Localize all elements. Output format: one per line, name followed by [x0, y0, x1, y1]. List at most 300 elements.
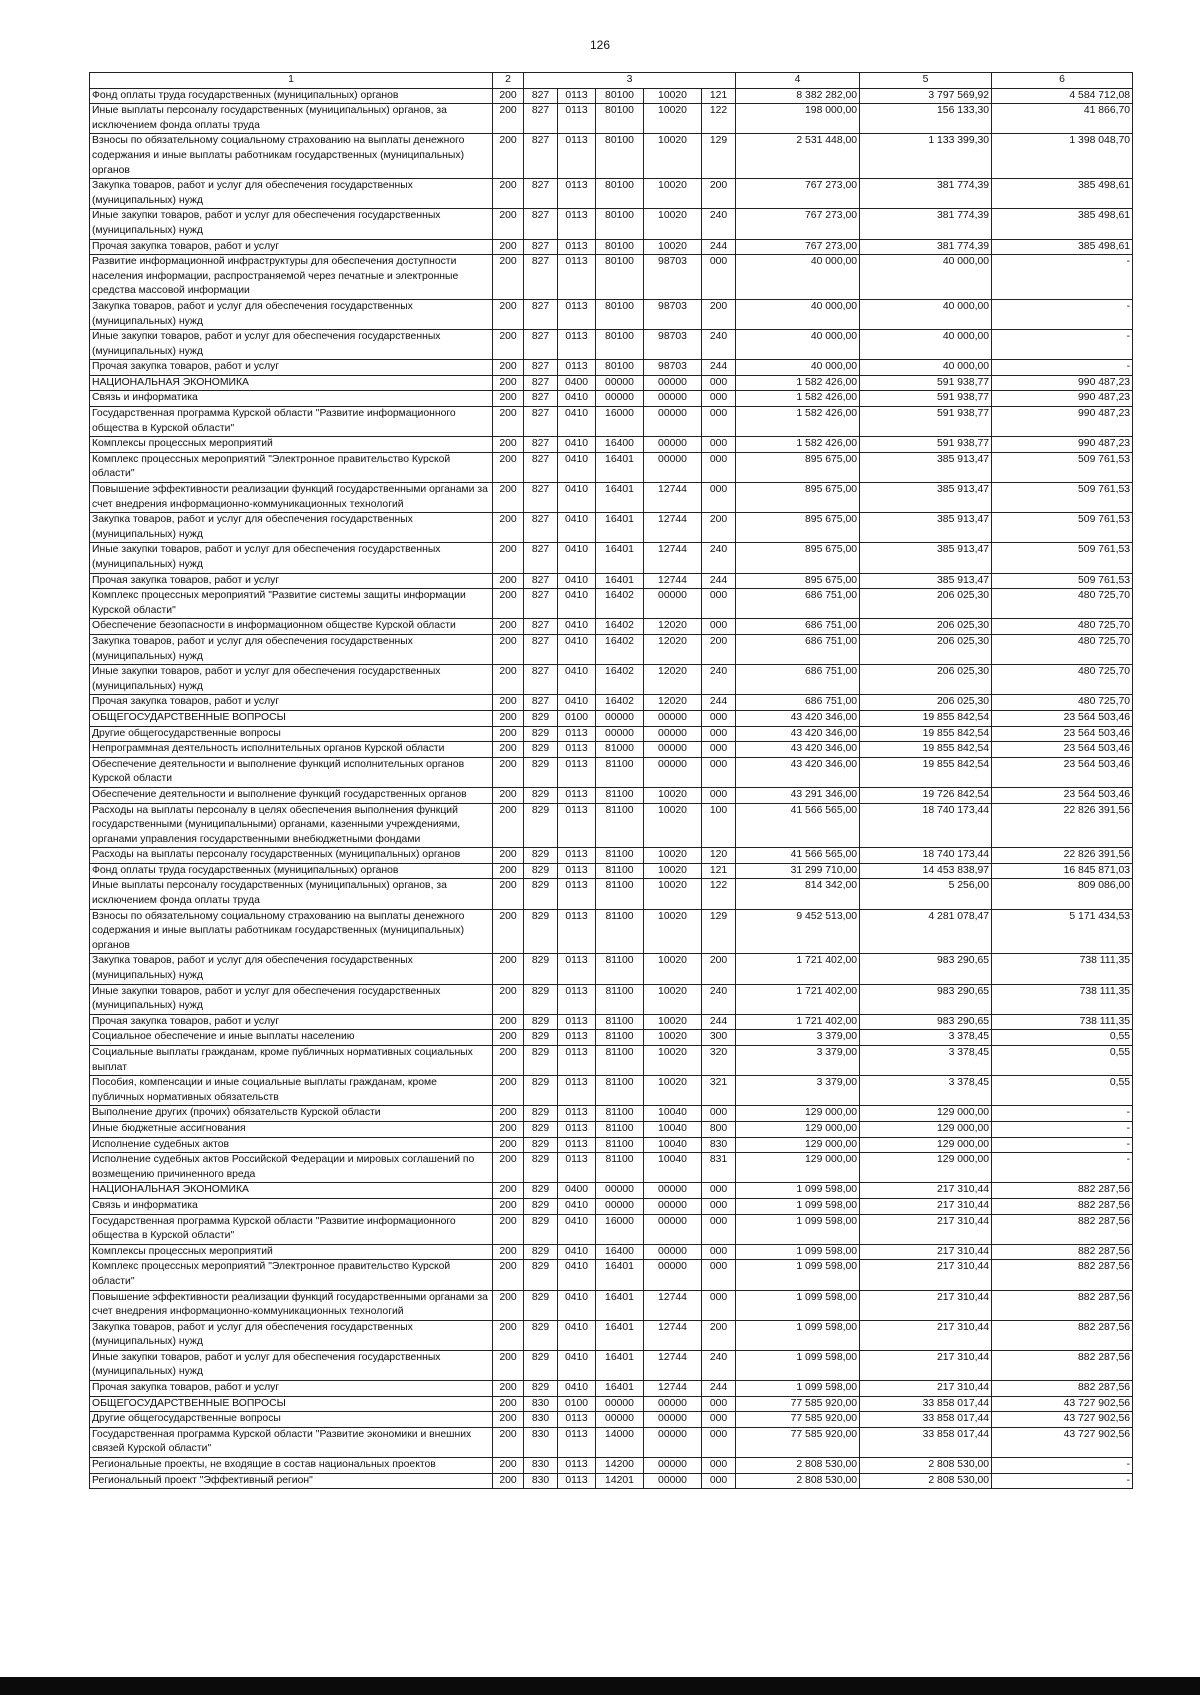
executed-amount-cell: 129 000,00 [860, 1137, 992, 1153]
expense-type-code-cell: 000 [702, 619, 736, 635]
approved-amount-cell: 2 808 530,00 [736, 1473, 860, 1489]
expense-type-code-cell: 121 [702, 88, 736, 104]
executed-amount-cell: 19 726 842,54 [860, 787, 992, 803]
expense-type-code-cell: 244 [702, 573, 736, 589]
program-code-cell: 81100 [596, 803, 644, 848]
gl-code-cell: 200 [493, 1427, 524, 1457]
row-name-cell: Социальные выплаты гражданам, кроме публичных нормативных социальных выплат [90, 1046, 493, 1076]
direction-code-cell: 00000 [644, 1396, 702, 1412]
direction-code-cell: 12744 [644, 1320, 702, 1350]
program-code-cell: 16401 [596, 513, 644, 543]
ministry-code-cell: 829 [524, 1153, 558, 1183]
gl-code-cell: 200 [493, 710, 524, 726]
table-row [90, 695, 1133, 711]
approved-amount-cell: 895 675,00 [736, 573, 860, 589]
direction-code-cell: 12744 [644, 483, 702, 513]
program-code-cell: 00000 [596, 1183, 644, 1199]
remaining-amount-cell: 882 287,56 [992, 1320, 1133, 1350]
remaining-amount-cell: 480 725,70 [992, 619, 1133, 635]
table-row [90, 104, 1133, 134]
section-code-cell: 0410 [558, 634, 596, 664]
ministry-code-cell: 827 [524, 88, 558, 104]
executed-amount-cell: 129 000,00 [860, 1121, 992, 1137]
direction-code-cell: 00000 [644, 757, 702, 787]
executed-amount-cell: 217 310,44 [860, 1214, 992, 1244]
header-cell-approved: 4 [736, 73, 860, 89]
direction-code-cell: 10020 [644, 1030, 702, 1046]
remaining-amount-cell: 882 287,56 [992, 1198, 1133, 1214]
gl-code-cell: 200 [493, 179, 524, 209]
remaining-amount-cell: 990 487,23 [992, 375, 1133, 391]
gl-code-cell: 200 [493, 803, 524, 848]
approved-amount-cell: 895 675,00 [736, 452, 860, 482]
ministry-code-cell: 829 [524, 1106, 558, 1122]
executed-amount-cell: 19 855 842,54 [860, 742, 992, 758]
row-name-cell: Прочая закупка товаров, работ и услуг [90, 360, 493, 376]
section-code-cell: 0113 [558, 879, 596, 909]
section-code-cell: 0113 [558, 1458, 596, 1474]
program-code-cell: 16400 [596, 437, 644, 453]
gl-code-cell: 200 [493, 619, 524, 635]
program-code-cell: 80100 [596, 88, 644, 104]
ministry-code-cell: 830 [524, 1396, 558, 1412]
section-code-cell: 0113 [558, 848, 596, 864]
remaining-amount-cell: 882 287,56 [992, 1350, 1133, 1380]
table-row [90, 1244, 1133, 1260]
remaining-amount-cell: - [992, 360, 1133, 376]
table-row [90, 954, 1133, 984]
gl-code-cell: 200 [493, 209, 524, 239]
approved-amount-cell: 8 382 282,00 [736, 88, 860, 104]
ministry-code-cell: 827 [524, 407, 558, 437]
row-name-cell: Взносы по обязательному социальному страхованию на выплаты денежного содержания и иные выплаты работникам государственных (муниципальных) органов [90, 909, 493, 954]
row-name-cell: ОБЩЕГОСУДАРСТВЕННЫЕ ВОПРОСЫ [90, 710, 493, 726]
approved-amount-cell: 767 273,00 [736, 209, 860, 239]
section-code-cell: 0113 [558, 757, 596, 787]
row-name-cell: Государственная программа Курской области "Развитие информационного общества в Курской области" [90, 407, 493, 437]
executed-amount-cell: 217 310,44 [860, 1290, 992, 1320]
gl-code-cell: 200 [493, 88, 524, 104]
table-row [90, 330, 1133, 360]
ministry-code-cell: 830 [524, 1473, 558, 1489]
ministry-code-cell: 829 [524, 1260, 558, 1290]
row-name-cell: Закупка товаров, работ и услуг для обеспечения государственных (муниципальных) нужд [90, 513, 493, 543]
executed-amount-cell: 591 938,77 [860, 391, 992, 407]
row-name-cell: Закупка товаров, работ и услуг для обеспечения государственных (муниципальных) нужд [90, 634, 493, 664]
row-name-cell: Другие общегосударственные вопросы [90, 1412, 493, 1428]
remaining-amount-cell: 41 866,70 [992, 104, 1133, 134]
program-code-cell: 00000 [596, 375, 644, 391]
program-code-cell: 81100 [596, 1076, 644, 1106]
executed-amount-cell: 591 938,77 [860, 375, 992, 391]
row-name-cell: Повышение эффективности реализации функций государственными органами за счет внедрения информационно-коммуникационных технологий [90, 483, 493, 513]
table-row [90, 1121, 1133, 1137]
section-code-cell: 0410 [558, 1198, 596, 1214]
remaining-amount-cell: 738 111,35 [992, 954, 1133, 984]
remaining-amount-cell: 480 725,70 [992, 665, 1133, 695]
expense-type-code-cell: 240 [702, 1350, 736, 1380]
remaining-amount-cell: 882 287,56 [992, 1214, 1133, 1244]
ministry-code-cell: 827 [524, 255, 558, 300]
scan-bottom-edge [0, 1677, 1200, 1695]
ministry-code-cell: 827 [524, 209, 558, 239]
direction-code-cell: 00000 [644, 391, 702, 407]
table-row [90, 1014, 1133, 1030]
ministry-code-cell: 827 [524, 543, 558, 573]
section-code-cell: 0113 [558, 1106, 596, 1122]
program-code-cell: 81100 [596, 787, 644, 803]
header-cell-name: 1 [90, 73, 493, 89]
ministry-code-cell: 829 [524, 909, 558, 954]
direction-code-cell: 00000 [644, 589, 702, 619]
direction-code-cell: 10020 [644, 984, 702, 1014]
ministry-code-cell: 829 [524, 863, 558, 879]
program-code-cell: 16402 [596, 665, 644, 695]
expense-type-code-cell: 240 [702, 330, 736, 360]
gl-code-cell: 200 [493, 543, 524, 573]
expense-type-code-cell: 122 [702, 104, 736, 134]
approved-amount-cell: 9 452 513,00 [736, 909, 860, 954]
gl-code-cell: 200 [493, 1350, 524, 1380]
expense-type-code-cell: 240 [702, 984, 736, 1014]
program-code-cell: 16401 [596, 573, 644, 589]
gl-code-cell: 200 [493, 104, 524, 134]
direction-code-cell: 10020 [644, 954, 702, 984]
section-code-cell: 0410 [558, 589, 596, 619]
executed-amount-cell: 983 290,65 [860, 954, 992, 984]
expense-type-code-cell: 244 [702, 695, 736, 711]
section-code-cell: 0410 [558, 437, 596, 453]
gl-code-cell: 200 [493, 391, 524, 407]
ministry-code-cell: 829 [524, 1350, 558, 1380]
direction-code-cell: 00000 [644, 1427, 702, 1457]
direction-code-cell: 98703 [644, 360, 702, 376]
executed-amount-cell: 206 025,30 [860, 589, 992, 619]
executed-amount-cell: 385 913,47 [860, 513, 992, 543]
approved-amount-cell: 895 675,00 [736, 513, 860, 543]
table-row [90, 1137, 1133, 1153]
program-code-cell: 80100 [596, 330, 644, 360]
program-code-cell: 00000 [596, 1198, 644, 1214]
gl-code-cell: 200 [493, 863, 524, 879]
remaining-amount-cell: 385 498,61 [992, 209, 1133, 239]
gl-code-cell: 200 [493, 1473, 524, 1489]
gl-code-cell: 200 [493, 330, 524, 360]
section-code-cell: 0410 [558, 1350, 596, 1380]
table-row [90, 984, 1133, 1014]
row-name-cell: Региональный проект "Эффективный регион" [90, 1473, 493, 1489]
program-code-cell: 16401 [596, 1290, 644, 1320]
table-row [90, 483, 1133, 513]
approved-amount-cell: 1 099 598,00 [736, 1260, 860, 1290]
approved-amount-cell: 1 099 598,00 [736, 1183, 860, 1199]
executed-amount-cell: 19 855 842,54 [860, 710, 992, 726]
row-name-cell: НАЦИОНАЛЬНАЯ ЭКОНОМИКА [90, 1183, 493, 1199]
approved-amount-cell: 129 000,00 [736, 1153, 860, 1183]
program-code-cell: 16401 [596, 1320, 644, 1350]
executed-amount-cell: 381 774,39 [860, 239, 992, 255]
program-code-cell: 16402 [596, 634, 644, 664]
approved-amount-cell: 41 566 565,00 [736, 848, 860, 864]
direction-code-cell: 10020 [644, 1076, 702, 1106]
approved-amount-cell: 77 585 920,00 [736, 1427, 860, 1457]
program-code-cell: 16401 [596, 1350, 644, 1380]
approved-amount-cell: 686 751,00 [736, 589, 860, 619]
row-name-cell: Комплекс процессных мероприятий "Развитие системы защиты информации Курской области" [90, 589, 493, 619]
row-name-cell: Расходы на выплаты персоналу в целях обеспечения выполнения функций государственными (муниципальными) органами, казенными учреждениями, органами управления государственными внебюджетными фондами [90, 803, 493, 848]
direction-code-cell: 10020 [644, 848, 702, 864]
table-row [90, 1153, 1133, 1183]
expense-type-code-cell: 000 [702, 407, 736, 437]
section-code-cell: 0410 [558, 1381, 596, 1397]
row-name-cell: Иные выплаты персоналу государственных (муниципальных) органов, за исключением фонда оплаты труда [90, 879, 493, 909]
table-row [90, 239, 1133, 255]
row-name-cell: Связь и информатика [90, 1198, 493, 1214]
section-code-cell: 0113 [558, 330, 596, 360]
direction-code-cell: 98703 [644, 299, 702, 329]
remaining-amount-cell: 4 584 712,08 [992, 88, 1133, 104]
expense-type-code-cell: 200 [702, 634, 736, 664]
gl-code-cell: 200 [493, 1137, 524, 1153]
executed-amount-cell: 33 858 017,44 [860, 1427, 992, 1457]
row-name-cell: Повышение эффективности реализации функций государственными органами за счет внедрения информационно-коммуникационных технологий [90, 1290, 493, 1320]
expense-type-code-cell: 000 [702, 1260, 736, 1290]
ministry-code-cell: 827 [524, 104, 558, 134]
table-row [90, 1183, 1133, 1199]
ministry-code-cell: 827 [524, 239, 558, 255]
expense-type-code-cell: 121 [702, 863, 736, 879]
remaining-amount-cell: - [992, 1458, 1133, 1474]
section-code-cell: 0113 [558, 909, 596, 954]
remaining-amount-cell: 385 498,61 [992, 239, 1133, 255]
expense-type-code-cell: 240 [702, 665, 736, 695]
row-name-cell: Обеспечение деятельности и выполнение функций государственных органов [90, 787, 493, 803]
program-code-cell: 81100 [596, 1121, 644, 1137]
table-row [90, 634, 1133, 664]
program-code-cell: 81100 [596, 1046, 644, 1076]
program-code-cell: 00000 [596, 710, 644, 726]
ministry-code-cell: 829 [524, 1198, 558, 1214]
section-code-cell: 0113 [558, 88, 596, 104]
section-code-cell: 0113 [558, 1076, 596, 1106]
row-name-cell: Прочая закупка товаров, работ и услуг [90, 1381, 493, 1397]
executed-amount-cell: 18 740 173,44 [860, 803, 992, 848]
direction-code-cell: 98703 [644, 255, 702, 300]
approved-amount-cell: 129 000,00 [736, 1137, 860, 1153]
table-row [90, 407, 1133, 437]
row-name-cell: Фонд оплаты труда государственных (муниципальных) органов [90, 88, 493, 104]
section-code-cell: 0113 [558, 134, 596, 179]
row-name-cell: Развитие информационной инфраструктуры для обеспечения доступности населения информации, распространяемой через печатные и электронные средства массовой информации [90, 255, 493, 300]
ministry-code-cell: 827 [524, 513, 558, 543]
program-code-cell: 81100 [596, 879, 644, 909]
expense-type-code-cell: 831 [702, 1153, 736, 1183]
gl-code-cell: 200 [493, 757, 524, 787]
approved-amount-cell: 1 099 598,00 [736, 1290, 860, 1320]
approved-amount-cell: 686 751,00 [736, 619, 860, 635]
direction-code-cell: 00000 [644, 1473, 702, 1489]
direction-code-cell: 10040 [644, 1106, 702, 1122]
remaining-amount-cell: 43 727 902,56 [992, 1427, 1133, 1457]
ministry-code-cell: 827 [524, 391, 558, 407]
approved-amount-cell: 1 099 598,00 [736, 1350, 860, 1380]
program-code-cell: 81000 [596, 742, 644, 758]
table-row [90, 513, 1133, 543]
approved-amount-cell: 77 585 920,00 [736, 1412, 860, 1428]
table-row [90, 179, 1133, 209]
table-row [90, 1350, 1133, 1380]
direction-code-cell: 00000 [644, 1458, 702, 1474]
direction-code-cell: 00000 [644, 710, 702, 726]
section-code-cell: 0113 [558, 1427, 596, 1457]
remaining-amount-cell: 23 564 503,46 [992, 710, 1133, 726]
section-code-cell: 0113 [558, 954, 596, 984]
approved-amount-cell: 1 099 598,00 [736, 1198, 860, 1214]
remaining-amount-cell: 990 487,23 [992, 391, 1133, 407]
ministry-code-cell: 829 [524, 984, 558, 1014]
ministry-code-cell: 829 [524, 1214, 558, 1244]
gl-code-cell: 200 [493, 954, 524, 984]
expense-type-code-cell: 830 [702, 1137, 736, 1153]
table-row [90, 375, 1133, 391]
direction-code-cell: 00000 [644, 407, 702, 437]
remaining-amount-cell: - [992, 330, 1133, 360]
remaining-amount-cell: 509 761,53 [992, 483, 1133, 513]
approved-amount-cell: 3 379,00 [736, 1030, 860, 1046]
executed-amount-cell: 217 310,44 [860, 1244, 992, 1260]
direction-code-cell: 10020 [644, 88, 702, 104]
row-name-cell: Закупка товаров, работ и услуг для обеспечения государственных (муниципальных) нужд [90, 179, 493, 209]
program-code-cell: 80100 [596, 134, 644, 179]
direction-code-cell: 12744 [644, 1381, 702, 1397]
program-code-cell: 80100 [596, 179, 644, 209]
row-name-cell: Расходы на выплаты персоналу государственных (муниципальных) органов [90, 848, 493, 864]
executed-amount-cell: 19 855 842,54 [860, 757, 992, 787]
program-code-cell: 16000 [596, 407, 644, 437]
table-row [90, 543, 1133, 573]
expense-type-code-cell: 000 [702, 483, 736, 513]
section-code-cell: 0400 [558, 1183, 596, 1199]
program-code-cell: 81100 [596, 984, 644, 1014]
table-row [90, 848, 1133, 864]
table-row [90, 299, 1133, 329]
remaining-amount-cell: 0,55 [992, 1046, 1133, 1076]
ministry-code-cell: 827 [524, 619, 558, 635]
table-body [90, 88, 1133, 1489]
gl-code-cell: 200 [493, 1214, 524, 1244]
expense-type-code-cell: 000 [702, 375, 736, 391]
row-name-cell: Пособия, компенсации и иные социальные выплаты гражданам, кроме публичных нормативных обязательств [90, 1076, 493, 1106]
remaining-amount-cell: 480 725,70 [992, 589, 1133, 619]
header-cell-classification-code: 3 [524, 73, 736, 89]
row-name-cell: Иные закупки товаров, работ и услуг для обеспечения государственных (муниципальных) нужд [90, 1350, 493, 1380]
remaining-amount-cell: 22 826 391,56 [992, 803, 1133, 848]
section-code-cell: 0113 [558, 209, 596, 239]
direction-code-cell: 10020 [644, 1046, 702, 1076]
section-code-cell: 0113 [558, 1153, 596, 1183]
executed-amount-cell: 19 855 842,54 [860, 726, 992, 742]
row-name-cell: Комплекс процессных мероприятий "Электронное правительство Курской области" [90, 452, 493, 482]
executed-amount-cell: 591 938,77 [860, 437, 992, 453]
expense-type-code-cell: 000 [702, 1458, 736, 1474]
ministry-code-cell: 829 [524, 1121, 558, 1137]
ministry-code-cell: 829 [524, 803, 558, 848]
executed-amount-cell: 217 310,44 [860, 1381, 992, 1397]
approved-amount-cell: 129 000,00 [736, 1121, 860, 1137]
executed-amount-cell: 217 310,44 [860, 1320, 992, 1350]
program-code-cell: 14201 [596, 1473, 644, 1489]
direction-code-cell: 10020 [644, 803, 702, 848]
table-row [90, 863, 1133, 879]
approved-amount-cell: 767 273,00 [736, 179, 860, 209]
program-code-cell: 80100 [596, 239, 644, 255]
table-row [90, 209, 1133, 239]
approved-amount-cell: 686 751,00 [736, 634, 860, 664]
section-code-cell: 0410 [558, 452, 596, 482]
program-code-cell: 14000 [596, 1427, 644, 1457]
direction-code-cell: 10020 [644, 179, 702, 209]
program-code-cell: 16401 [596, 1260, 644, 1290]
executed-amount-cell: 983 290,65 [860, 1014, 992, 1030]
section-code-cell: 0410 [558, 619, 596, 635]
direction-code-cell: 00000 [644, 742, 702, 758]
program-code-cell: 16401 [596, 483, 644, 513]
expense-type-code-cell: 129 [702, 134, 736, 179]
approved-amount-cell: 767 273,00 [736, 239, 860, 255]
remaining-amount-cell: 23 564 503,46 [992, 787, 1133, 803]
row-name-cell: Государственная программа Курской области "Развитие информационного общества в Курской области" [90, 1214, 493, 1244]
ministry-code-cell: 829 [524, 954, 558, 984]
program-code-cell: 81100 [596, 1153, 644, 1183]
approved-amount-cell: 43 420 346,00 [736, 742, 860, 758]
ministry-code-cell: 829 [524, 879, 558, 909]
direction-code-cell: 00000 [644, 1260, 702, 1290]
gl-code-cell: 200 [493, 742, 524, 758]
row-name-cell: Иные закупки товаров, работ и услуг для обеспечения государственных (муниципальных) нужд [90, 543, 493, 573]
executed-amount-cell: 40 000,00 [860, 360, 992, 376]
expense-type-code-cell: 320 [702, 1046, 736, 1076]
executed-amount-cell: 217 310,44 [860, 1198, 992, 1214]
ministry-code-cell: 829 [524, 1381, 558, 1397]
table-row [90, 88, 1133, 104]
gl-code-cell: 200 [493, 909, 524, 954]
gl-code-cell: 200 [493, 299, 524, 329]
row-name-cell: Комплексы процессных мероприятий [90, 1244, 493, 1260]
expense-type-code-cell: 000 [702, 437, 736, 453]
executed-amount-cell: 3 378,45 [860, 1076, 992, 1106]
table-row [90, 879, 1133, 909]
gl-code-cell: 200 [493, 239, 524, 255]
remaining-amount-cell: 16 845 871,03 [992, 863, 1133, 879]
expense-type-code-cell: 129 [702, 909, 736, 954]
row-name-cell: Иные бюджетные ассигнования [90, 1121, 493, 1137]
program-code-cell: 00000 [596, 1396, 644, 1412]
section-code-cell: 0410 [558, 483, 596, 513]
ministry-code-cell: 827 [524, 634, 558, 664]
section-code-cell: 0410 [558, 513, 596, 543]
remaining-amount-cell: 43 727 902,56 [992, 1412, 1133, 1428]
gl-code-cell: 200 [493, 726, 524, 742]
section-code-cell: 0410 [558, 407, 596, 437]
gl-code-cell: 200 [493, 407, 524, 437]
direction-code-cell: 10020 [644, 909, 702, 954]
expense-type-code-cell: 244 [702, 1381, 736, 1397]
section-code-cell: 0410 [558, 1290, 596, 1320]
approved-amount-cell: 43 291 346,00 [736, 787, 860, 803]
table-row [90, 360, 1133, 376]
section-code-cell: 0113 [558, 239, 596, 255]
program-code-cell: 81100 [596, 1014, 644, 1030]
